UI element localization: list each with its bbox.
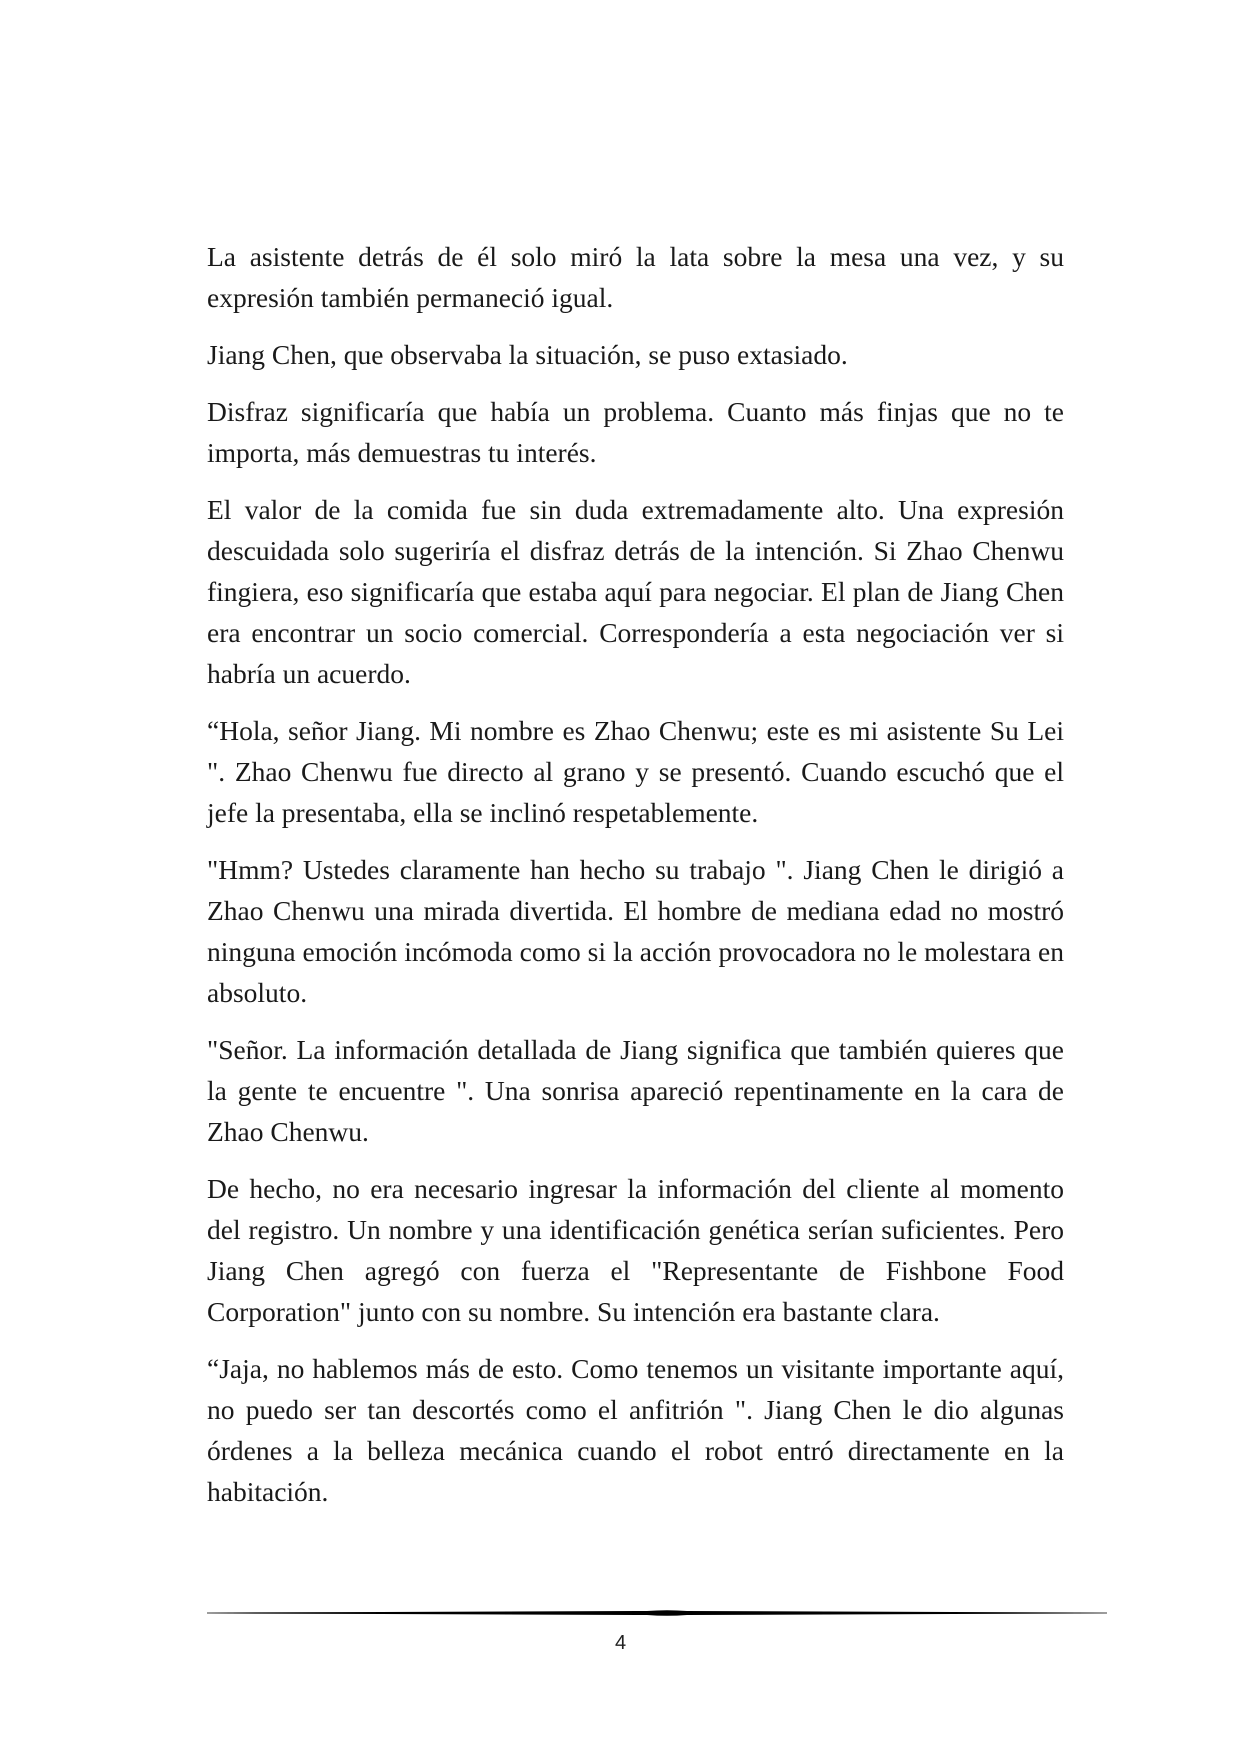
paragraph: La asistente detrás de él solo miró la lata sobre la mesa una vez, y su expresión también permaneció igual. <box>207 241 1064 313</box>
paragraph: "Señor. La información detallada de Jiang significa que también quieres que la gente te encuentre ". Una sonrisa apareció repentinamente en la cara de Zhao Chenwu. <box>207 1034 1064 1147</box>
body-text <box>207 236 1064 1528</box>
footer-divider <box>207 1608 1107 1618</box>
paragraph: “Jaja, no hablemos más de esto. Como tenemos un visitante importante aquí, no puedo ser tan descortés como el anfitrión ". Jiang Chen le dio algunas órdenes a la belleza mecánica cuando el robot entró directamente en la habitación. <box>207 1353 1064 1507</box>
paragraph: “Hola, señor Jiang. Mi nombre es Zhao Chenwu; este es mi asistente Su Lei ". Zhao Chenwu fue directo al grano y se presentó. Cuando escuchó que el jefe la presentaba, ella se inclinó respetablemente. <box>207 715 1064 828</box>
paragraph: El valor de la comida fue sin duda extremadamente alto. Una expresión descuidada solo sugeriría el disfraz detrás de la intención. Si Zhao Chenwu fingiera, eso significaría que estaba aquí para negociar. El plan de Jiang Chen era encontrar un socio comercial. Correspondería a esta negociación ver si habría un acuerdo. <box>207 494 1064 689</box>
paragraph: De hecho, no era necesario ingresar la información del cliente al momento del registro. Un nombre y una identificación genética serían suficientes. Pero Jiang Chen agregó con fuerza el "Representante de Fishbone Food Corporation" junto con su nombre. Su intención era bastante clara. <box>207 1173 1064 1327</box>
page-number: 4 <box>614 1632 627 1654</box>
paragraph: "Hmm? Ustedes claramente han hecho su trabajo ". Jiang Chen le dirigió a Zhao Chenwu una mirada divertida. El hombre de mediana edad no mostró ninguna emoción incómoda como si la acción provocadora no le molestara en absoluto. <box>207 854 1064 1008</box>
paragraph: Disfraz significaría que había un problema. Cuanto más finjas que no te importa, más demuestras tu interés. <box>207 396 1064 468</box>
paragraph: Jiang Chen, que observaba la situación, se puso extasiado. <box>207 339 848 370</box>
footer-divider-stroke <box>207 1610 1107 1616</box>
